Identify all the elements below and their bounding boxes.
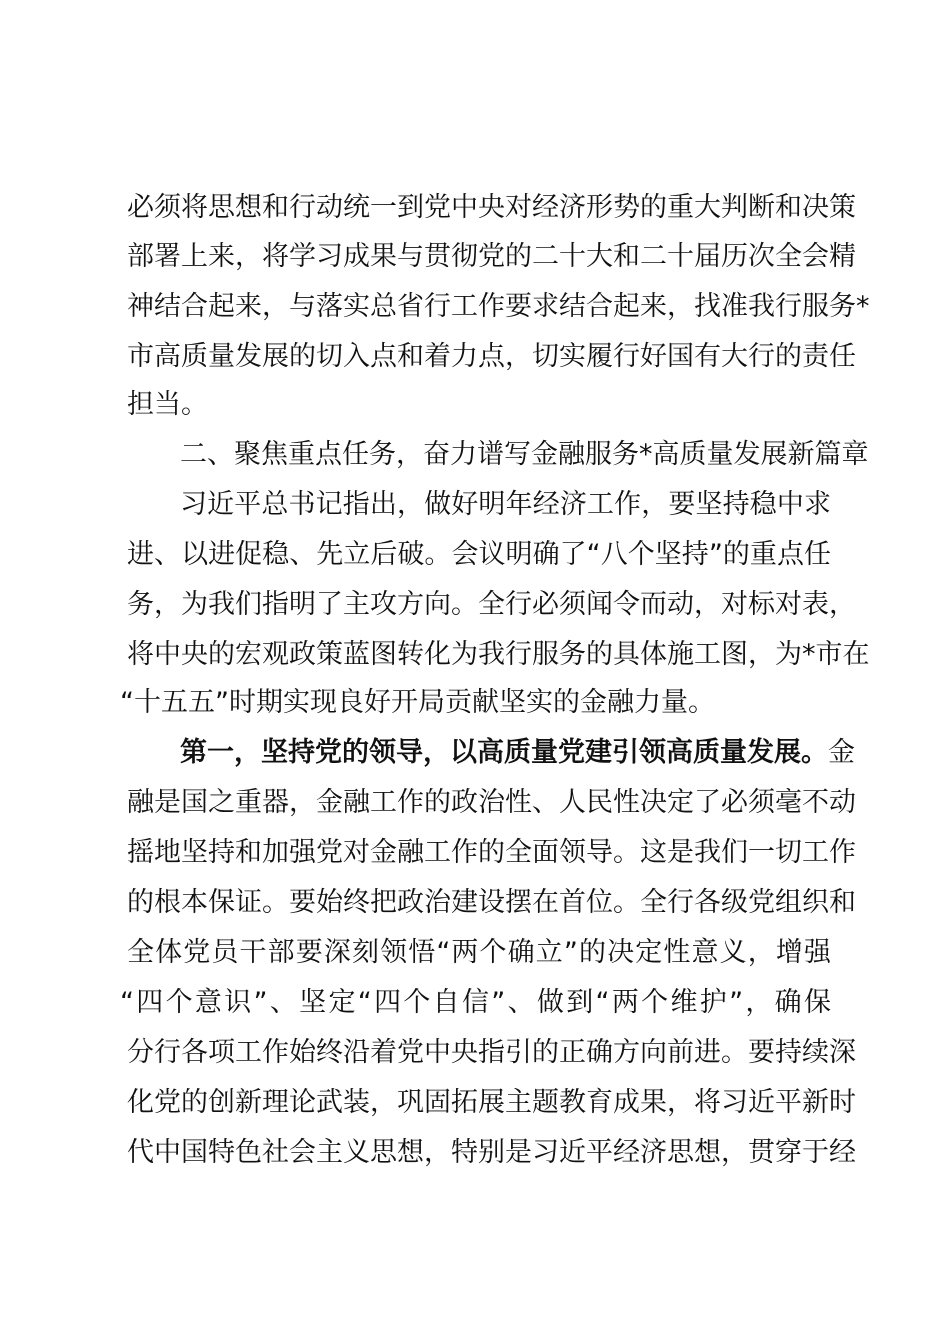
text-line: 的根本保证。要始终把政治建设摆在首位。全行各级党组织和 xyxy=(127,887,856,918)
text-line: 习近平总书记指出，做好明年经济工作，要坚持稳中求 xyxy=(180,489,831,520)
text-line: 神结合起来，与落实总省行工作要求结合起来，找准我行服务* xyxy=(127,291,870,322)
bold-lead: 第一，坚持党的领导，以高质量党建引领高质量发展。 xyxy=(180,737,828,768)
text-line: 进、以进促稳、先立后破。会议明确了“八个坚持”的重点任 xyxy=(127,539,831,570)
text-line: 部署上来，将学习成果与贯彻党的二十大和二十届历次全会精 xyxy=(127,241,856,272)
text-line: “十五五”时期实现良好开局贡献坚实的金融力量。 xyxy=(120,687,715,718)
text-run: 金 xyxy=(828,737,855,768)
text-line: 必须将思想和行动统一到党中央对经济形势的重大判断和决策 xyxy=(127,192,856,223)
text-line: “四个意识”、坚定“四个自信”、做到“两个维护”，确保 xyxy=(120,987,831,1018)
text-line: 代中国特色社会主义思想，特别是习近平经济思想，贯穿于经 xyxy=(127,1137,856,1168)
text-line: 市高质量发展的切入点和着力点，切实履行好国有大行的责任 xyxy=(127,341,856,372)
text-line: 摇地坚持和加强党对金融工作的全面领导。这是我们一切工作 xyxy=(127,837,856,868)
text-line: 将中央的宏观政策蓝图转化为我行服务的具体施工图，为*市在 xyxy=(127,639,870,670)
text-line: 分行各项工作始终沿着党中央指引的正确方向前进。要持续深 xyxy=(127,1037,856,1068)
text-line: 全体党员干部要深刻领悟“两个确立”的决定性意义，增强 xyxy=(127,937,831,968)
text-line: 化党的创新理论武装，巩固拓展主题教育成果，将习近平新时 xyxy=(127,1087,856,1118)
text-line: 担当。 xyxy=(127,389,208,420)
section-heading: 二、聚焦重点任务，奋力谱写金融服务*高质量发展新篇章 xyxy=(180,439,869,470)
subheading-line xyxy=(180,728,855,778)
text-line: 务，为我们指明了主攻方向。全行必须闻令而动，对标对表， xyxy=(127,589,856,620)
text-line: 融是国之重器，金融工作的政治性、人民性决定了必须毫不动 xyxy=(127,787,856,818)
